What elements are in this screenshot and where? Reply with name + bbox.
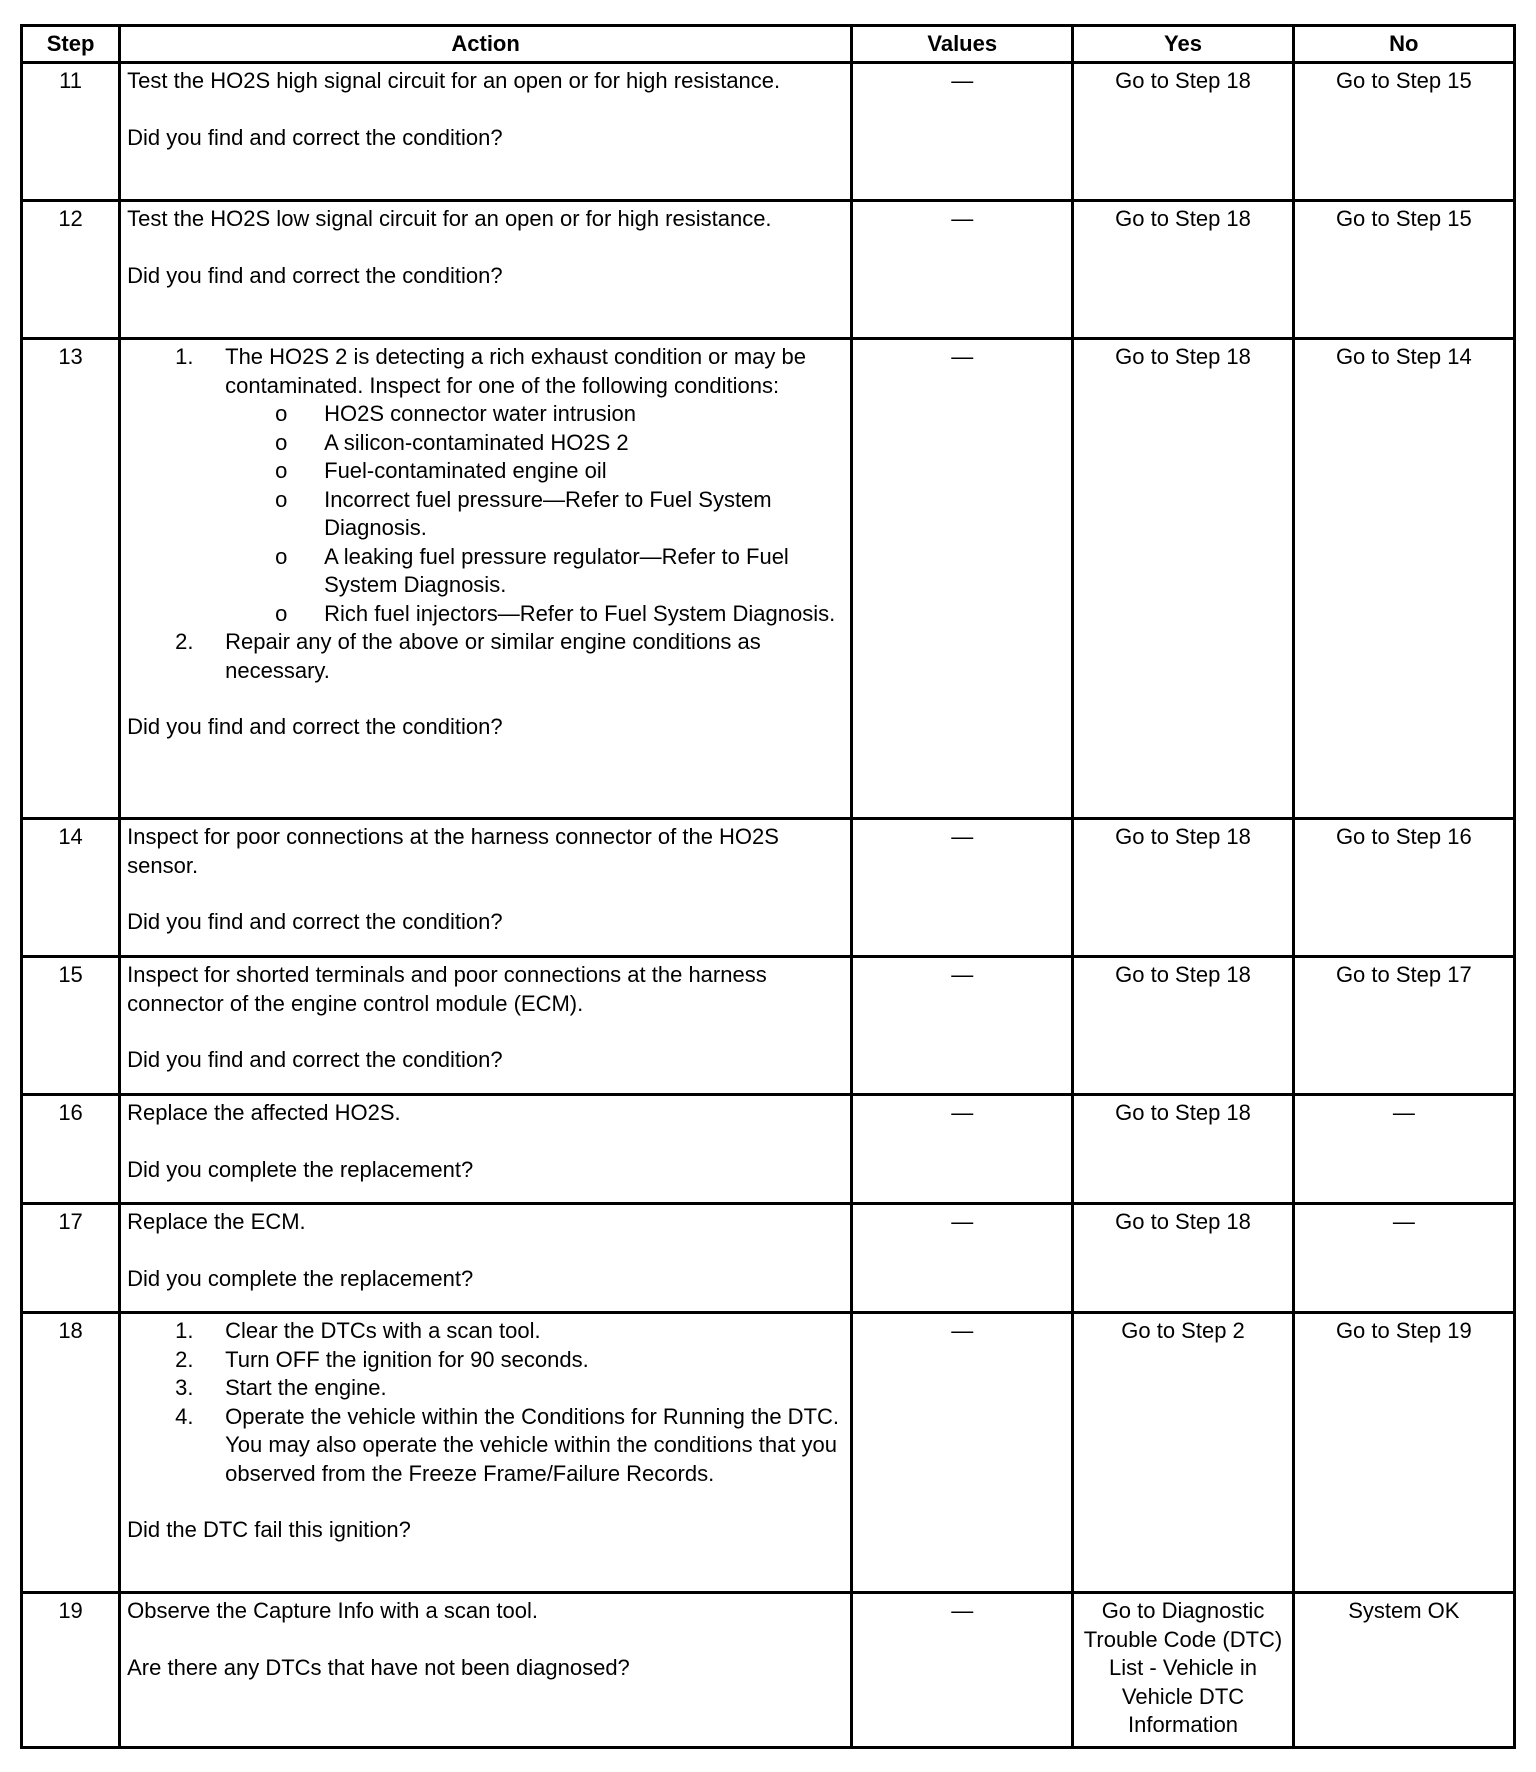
header-no: No: [1293, 26, 1514, 63]
list-item: [175, 1317, 844, 1346]
table-row: [22, 957, 1515, 1095]
bullet-marker: o: [275, 458, 288, 483]
action-cell: [120, 339, 852, 819]
sub-item-text: Incorrect fuel pressure—Refer to Fuel System Diagnosis.: [324, 486, 772, 540]
values-cell: —: [852, 1095, 1073, 1204]
question-text: Did you complete the replacement?: [127, 1265, 474, 1291]
item-text: Start the engine.: [225, 1375, 387, 1400]
item-number: 2.: [175, 1346, 194, 1372]
sub-list-item: [225, 429, 844, 458]
step-number: 19: [22, 1593, 120, 1748]
item-number: 4.: [175, 1403, 194, 1429]
item-text: Turn OFF the ignition for 90 seconds.: [225, 1346, 589, 1372]
list-item: [175, 343, 844, 628]
action-text: Test the HO2S low signal circuit for an open or for high resistance.: [127, 206, 772, 231]
bullet-marker: o: [275, 429, 288, 455]
no-cell: Go to Step 15: [1293, 63, 1514, 201]
no-cell: System OK: [1293, 1593, 1514, 1748]
action-cell: [120, 1313, 852, 1593]
header-step: Step: [22, 26, 120, 63]
action-cell: [120, 63, 852, 201]
action-cell: [120, 957, 852, 1095]
list-item: [175, 628, 844, 685]
yes-cell: Go to Step 2: [1073, 1313, 1293, 1593]
step-number: 16: [22, 1095, 120, 1204]
no-cell: Go to Step 15: [1293, 201, 1514, 339]
question-text: Did you complete the replacement?: [127, 1156, 474, 1182]
header-values: Values: [852, 26, 1073, 63]
item-number: 1.: [175, 344, 194, 369]
values-cell: —: [852, 63, 1073, 201]
bullet-marker: o: [275, 600, 288, 626]
item-text: The HO2S 2 is detecting a rich exhaust condition or may be contaminated. Inspect for one of the following conditions:: [225, 344, 806, 398]
no-cell: Go to Step 19: [1293, 1313, 1514, 1593]
list-item: [175, 1403, 844, 1489]
yes-cell: Go to Step 18: [1073, 819, 1293, 957]
table-row: [22, 1593, 1515, 1748]
item-text: Repair any of the above or similar engine conditions as necessary.: [225, 629, 761, 683]
question-text: Did you find and correct the condition?: [127, 1047, 503, 1072]
no-cell: —: [1293, 1204, 1514, 1313]
item-text: Operate the vehicle within the Conditions for Running the DTC. You may also operate the vehicle within the conditions that you observed from the Freeze Frame/Failure Records.: [225, 1403, 840, 1486]
item-number: 3.: [175, 1375, 194, 1400]
values-cell: —: [852, 1313, 1073, 1593]
step-number: 15: [22, 957, 120, 1095]
table-row: [22, 339, 1515, 819]
numbered-list: [127, 343, 844, 685]
sub-item-text: HO2S connector water intrusion: [324, 401, 636, 426]
no-cell: Go to Step 16: [1293, 819, 1514, 957]
yes-cell: Go to Step 18: [1073, 1204, 1293, 1313]
action-text: Inspect for shorted terminals and poor connections at the harness connector of the engine control module (ECM).: [127, 962, 767, 1016]
question-text: Did you find and correct the condition?: [127, 124, 503, 150]
bullet-marker: o: [275, 486, 288, 512]
no-cell: —: [1293, 1095, 1514, 1204]
yes-cell: Go to Step 18: [1073, 63, 1293, 201]
step-number: 12: [22, 201, 120, 339]
question-text: Did you find and correct the condition?: [127, 714, 503, 739]
no-cell: Go to Step 14: [1293, 339, 1514, 819]
step-number: 13: [22, 339, 120, 819]
values-cell: —: [852, 1204, 1073, 1313]
values-cell: —: [852, 201, 1073, 339]
bullet-marker: o: [275, 401, 288, 426]
action-text: Observe the Capture Info with a scan tool.: [127, 1598, 539, 1623]
table-row: [22, 1095, 1515, 1204]
item-number: 2.: [175, 629, 194, 654]
sub-list-item: [225, 457, 844, 486]
sub-item-text: Fuel-contaminated engine oil: [324, 458, 607, 483]
action-cell: [120, 1593, 852, 1748]
sub-list: [225, 400, 844, 628]
sub-list-item: [225, 400, 844, 429]
yes-cell: Go to Step 18: [1073, 1095, 1293, 1204]
action-cell: [120, 1095, 852, 1204]
sub-item-text: Rich fuel injectors—Refer to Fuel System Diagnosis.: [324, 600, 836, 626]
values-cell: —: [852, 819, 1073, 957]
question-text: Are there any DTCs that have not been diagnosed?: [127, 1654, 630, 1680]
sub-list-item: [225, 600, 844, 629]
item-number: 1.: [175, 1318, 194, 1343]
table-row: [22, 63, 1515, 201]
sub-list-item: [225, 543, 844, 600]
question-text: Did you find and correct the condition?: [127, 262, 503, 288]
bullet-marker: o: [275, 543, 288, 569]
question-text: Did the DTC fail this ignition?: [127, 1517, 411, 1542]
table-row: [22, 1313, 1515, 1593]
table-row: [22, 819, 1515, 957]
sub-item-text: A silicon-contaminated HO2S 2: [324, 429, 629, 455]
values-cell: —: [852, 957, 1073, 1095]
step-number: 18: [22, 1313, 120, 1593]
list-item: [175, 1346, 844, 1375]
sub-list-item: [225, 486, 844, 543]
yes-cell: Go to Step 18: [1073, 339, 1293, 819]
values-cell: —: [852, 339, 1073, 819]
yes-cell: Go to Step 18: [1073, 957, 1293, 1095]
step-number: 17: [22, 1204, 120, 1313]
numbered-list: [127, 1317, 844, 1488]
action-cell: [120, 1204, 852, 1313]
sub-item-text: A leaking fuel pressure regulator—Refer to Fuel System Diagnosis.: [324, 543, 789, 597]
question-text: Did you find and correct the condition?: [127, 909, 503, 934]
yes-cell: Go to Diagnostic Trouble Code (DTC) List - Vehicle in Vehicle DTC Information: [1073, 1593, 1293, 1748]
action-text: Test the HO2S high signal circuit for an open or for high resistance.: [127, 68, 781, 93]
action-text: Replace the ECM.: [127, 1209, 306, 1234]
diagnostic-table: [20, 24, 1516, 1749]
action-cell: [120, 201, 852, 339]
step-number: 11: [22, 63, 120, 201]
values-cell: —: [852, 1593, 1073, 1748]
header-yes: Yes: [1073, 26, 1293, 63]
yes-cell: Go to Step 18: [1073, 201, 1293, 339]
table-row: [22, 1204, 1515, 1313]
header-row: [22, 26, 1515, 63]
action-text: Replace the affected HO2S.: [127, 1100, 401, 1125]
list-item: [175, 1374, 844, 1403]
step-number: 14: [22, 819, 120, 957]
no-cell: Go to Step 17: [1293, 957, 1514, 1095]
action-cell: [120, 819, 852, 957]
table-row: [22, 201, 1515, 339]
item-text: Clear the DTCs with a scan tool.: [225, 1318, 541, 1343]
action-text: Inspect for poor connections at the harness connector of the HO2S sensor.: [127, 824, 779, 878]
header-action: Action: [120, 26, 852, 63]
